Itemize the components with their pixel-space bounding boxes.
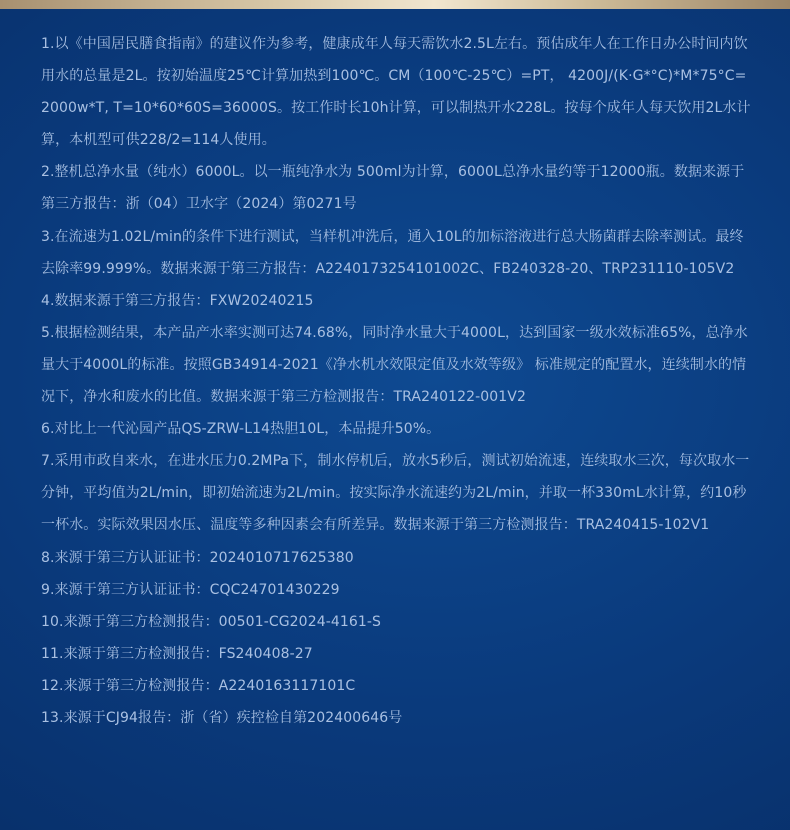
footnote-4: 4.数据来源于第三方报告：FXW20240215 (41, 292, 314, 309)
footnote-7: 7.采用市政自来水，在进水压力0.2MPa下，制水停机后，放水5秒后，测试初始流速，连续取水三次，每次取水一分钟，平均值为2L/min，即初始流速为2L/min。按实际净水流速约为2L/min，并取一杯330mL水计算，约10秒一杯水。实际效果因水压、温度等多种因素会有所差异。数据来源于第三方检测报告：TRA240415-102V1 (41, 453, 750, 534)
footnote-10: 10.来源于第三方检测报告：00501-CG2024-4161-S (41, 613, 382, 630)
footnote-11: 11.来源于第三方检测报告：FS240408-27 (41, 645, 313, 662)
footnote-12: 12.来源于第三方检测报告：A2240163117101C (41, 677, 356, 694)
footnote-5: 5.根据检测结果，本产品产水率实测可达74.68%，同时净水量大于4000L，达到国家一级水效标准65%，总净水量大于4000L的标准。按照GB34914-2021《净水机水效限定值及水效等级》 标准规定的配置水，连续制水的情况下，净水和废水的比值。数据来源于第三方检测报告：TRA240122-001V2 (41, 324, 748, 406)
footnote-2: 2.整机总净水量（纯水）6000L。以一瓶纯净水为 500ml为计算，6000L总净水量约等于12000瓶。数据来源于第三方报告：浙（04）卫水字（2024）第0271号 (41, 164, 745, 213)
footnote-6: 6.对比上一代沁园产品QS-ZRW-L14热胆10L，本品提升50%。 (41, 421, 441, 438)
decorative-gold-bar (0, 0, 790, 9)
footnote-13: 13.来源于CJ94报告：浙（省）疾控检自第202400646号 (41, 709, 403, 726)
footnote-8: 8.来源于第三方认证证书：2024010717625380 (41, 549, 354, 566)
footnote-3: 3.在流速为1.02L/min的条件下进行测试，当样机冲洗后，通入10L的加标溶液进行总大肠菌群去除率测试。最终去除率99.999%。数据来源于第三方报告：A2240173254101002C、FB240328-20、TRP231110-105V2 (41, 228, 744, 277)
footnote-9: 9.来源于第三方认证证书：CQC24701430229 (41, 581, 340, 598)
footnotes-list (41, 28, 753, 734)
footnote-1: 1.以《中国居民膳食指南》的建议作为参考，健康成年人每天需饮水2.5L左右。预估成年人在工作日办公时间内饮用水的总量是2L。按初始温度25℃计算加热到100℃。CM（100℃-25℃）=PT， 4200J/(K·G*°C)*M*75°C=2000w*T, T=10*60*60S=36000S。按工作时长10h计算，可以制热开水228L。按每个成年人每天饮用2L水计算，本机型可供228/2=114人使用。 (41, 36, 751, 149)
